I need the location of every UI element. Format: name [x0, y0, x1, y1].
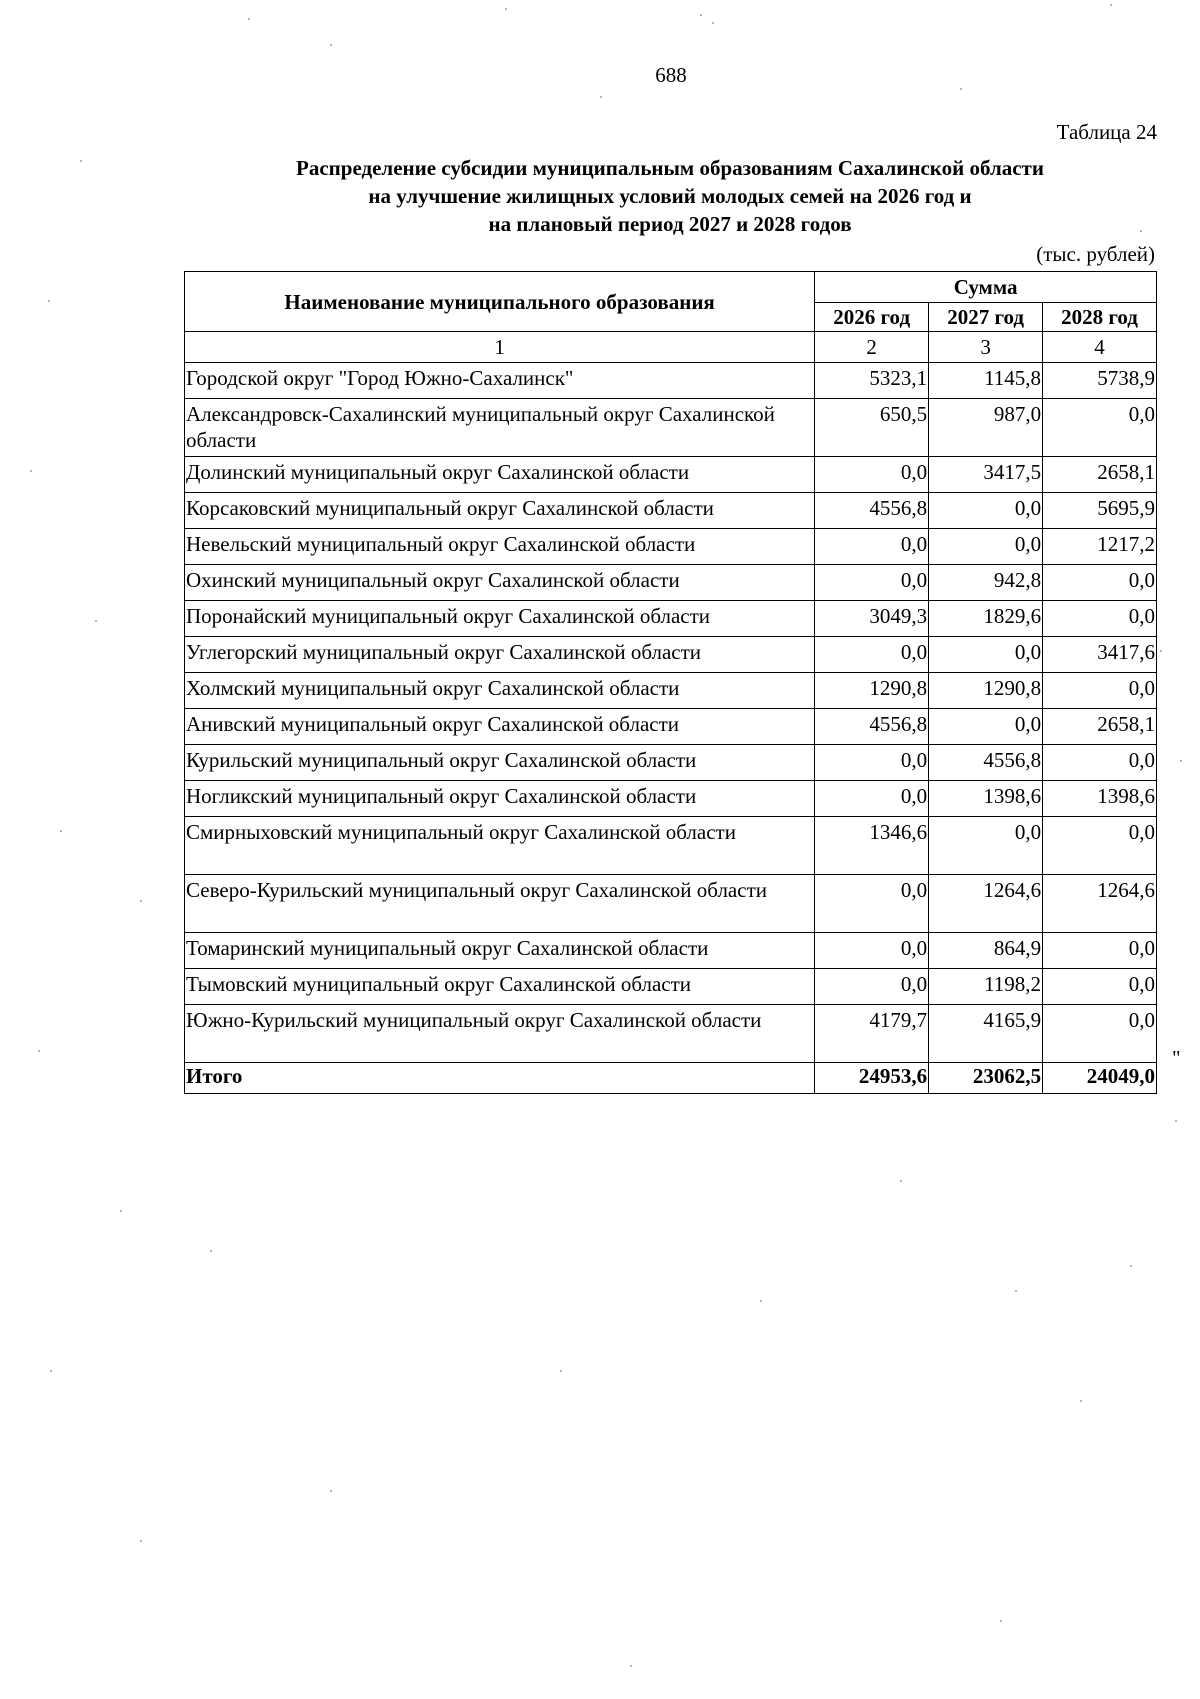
table-label: Таблица 24: [1056, 120, 1157, 144]
value-2028: 0,0: [1043, 1005, 1157, 1063]
scan-speck: [140, 900, 142, 902]
scan-speck: [560, 1370, 562, 1372]
value-2028: 0,0: [1043, 933, 1157, 969]
value-2027: 1264,6: [929, 875, 1043, 933]
value-2026: 4556,8: [815, 493, 929, 529]
value-2026: 0,0: [815, 969, 929, 1005]
scan-speck: [1000, 1620, 1002, 1622]
value-2027: 1198,2: [929, 969, 1043, 1005]
value-2028: 1217,2: [1043, 529, 1157, 565]
column-header-2026: 2026 год: [815, 303, 929, 332]
table-row: [185, 565, 1157, 601]
value-2026: 0,0: [815, 745, 929, 781]
value-2026: 0,0: [815, 875, 929, 933]
value-2028: 0,0: [1043, 565, 1157, 601]
table-row: [185, 457, 1157, 493]
scan-speck: [38, 1050, 40, 1052]
value-2028: 0,0: [1043, 745, 1157, 781]
municipality-name: Углегорский муниципальный округ Сахалинской области: [185, 637, 815, 673]
column-header-2027: 2027 год: [929, 303, 1043, 332]
value-2028: 2658,1: [1043, 457, 1157, 493]
scan-speck: [95, 620, 97, 622]
value-2027: 4165,9: [929, 1005, 1043, 1063]
value-2028: 3417,6: [1043, 637, 1157, 673]
municipality-name: Охинский муниципальный округ Сахалинской области: [185, 565, 815, 601]
value-2026: 1346,6: [815, 817, 929, 875]
value-2028: 1398,6: [1043, 781, 1157, 817]
column-index: 3: [929, 332, 1043, 363]
table-row: [185, 673, 1157, 709]
municipality-name: Ногликский муниципальный округ Сахалинской области: [185, 781, 815, 817]
scan-speck: [1110, 4, 1112, 6]
column-index: 1: [185, 332, 815, 363]
column-header-sum: Сумма: [815, 272, 1157, 303]
scan-speck: [1160, 650, 1162, 652]
municipality-name: Тымовский муниципальный округ Сахалинской области: [185, 969, 815, 1005]
scan-speck: [210, 1250, 212, 1252]
value-2027: 0,0: [929, 529, 1043, 565]
column-index-row: [185, 332, 1157, 363]
table-row: [185, 493, 1157, 529]
value-2026: 4179,7: [815, 1005, 929, 1063]
value-2027: 942,8: [929, 565, 1043, 601]
document-title: [170, 154, 1170, 238]
value-2027: 1145,8: [929, 363, 1043, 399]
scan-speck: [120, 1210, 122, 1212]
scan-speck: [248, 18, 250, 20]
value-2026: 0,0: [815, 933, 929, 969]
municipality-name: Холмский муниципальный округ Сахалинской области: [185, 673, 815, 709]
value-2026: 1290,8: [815, 673, 929, 709]
table-row: [185, 529, 1157, 565]
value-2028: 0,0: [1043, 601, 1157, 637]
scan-speck: [30, 470, 32, 472]
value-2026: 0,0: [815, 457, 929, 493]
total-2027: 23062,5: [929, 1063, 1043, 1094]
subsidy-table: [184, 271, 1157, 1094]
total-row: [185, 1063, 1157, 1094]
municipality-name: Курильский муниципальный округ Сахалинской области: [185, 745, 815, 781]
municipality-name: Долинский муниципальный округ Сахалинской области: [185, 457, 815, 493]
table-row: [185, 399, 1157, 457]
scan-speck: [630, 1665, 632, 1667]
scan-speck: [1080, 1400, 1082, 1402]
closing-quote-mark: ": [1172, 1046, 1181, 1070]
table-row: [185, 1005, 1157, 1063]
scan-speck: [330, 1490, 332, 1492]
column-header-2028: 2028 год: [1043, 303, 1157, 332]
value-2026: 0,0: [815, 781, 929, 817]
value-2027: 1829,6: [929, 601, 1043, 637]
table-body: [185, 363, 1157, 1063]
value-2026: 3049,3: [815, 601, 929, 637]
value-2028: 0,0: [1043, 673, 1157, 709]
municipality-name: Северо-Курильский муниципальный округ Сахалинской области: [185, 875, 815, 933]
value-2026: 0,0: [815, 637, 929, 673]
column-index: 4: [1043, 332, 1157, 363]
value-2027: 0,0: [929, 709, 1043, 745]
total-2028: 24049,0: [1043, 1063, 1157, 1094]
value-2027: 1398,6: [929, 781, 1043, 817]
value-2026: 5323,1: [815, 363, 929, 399]
total-label: Итого: [185, 1063, 815, 1094]
municipality-name: Александровск-Сахалинский муниципальный округ Сахалинской области: [185, 399, 815, 457]
scan-speck: [1015, 1290, 1017, 1292]
table-row: [185, 745, 1157, 781]
column-header-name: Наименование муниципального образования: [185, 272, 815, 332]
scan-speck: [330, 44, 332, 46]
value-2027: 987,0: [929, 399, 1043, 457]
value-2028: 1264,6: [1043, 875, 1157, 933]
scan-speck: [1175, 1120, 1177, 1122]
scan-speck: [60, 830, 62, 832]
value-2028: 5695,9: [1043, 493, 1157, 529]
table-row: [185, 781, 1157, 817]
scan-speck: [712, 22, 714, 24]
value-2026: 4556,8: [815, 709, 929, 745]
table-row: [185, 709, 1157, 745]
scan-speck: [505, 8, 507, 10]
scan-speck: [48, 300, 50, 302]
value-2027: 4556,8: [929, 745, 1043, 781]
title-line: Распределение субсидии муниципальным образованиям Сахалинской области: [296, 156, 1044, 180]
value-2028: 0,0: [1043, 399, 1157, 457]
value-2027: 3417,5: [929, 457, 1043, 493]
value-2027: 0,0: [929, 817, 1043, 875]
value-2027: 0,0: [929, 493, 1043, 529]
title-line: на улучшение жилищных условий молодых семей на 2026 год и: [368, 184, 972, 208]
table-row: [185, 637, 1157, 673]
scan-speck: [1140, 230, 1142, 232]
unit-label: (тыс. рублей): [1036, 242, 1155, 266]
scan-speck: [140, 1540, 142, 1542]
total-2026: 24953,6: [815, 1063, 929, 1094]
value-2028: 2658,1: [1043, 709, 1157, 745]
value-2026: 650,5: [815, 399, 929, 457]
scan-speck: [80, 160, 82, 162]
scan-speck: [600, 96, 602, 98]
municipality-name: Томаринский муниципальный округ Сахалинской области: [185, 933, 815, 969]
municipality-name: Городской округ "Город Южно-Сахалинск": [185, 363, 815, 399]
municipality-name: Южно-Курильский муниципальный округ Сахалинской области: [185, 1005, 815, 1063]
scan-speck: [960, 88, 962, 90]
table-row: [185, 969, 1157, 1005]
table-row: [185, 817, 1157, 875]
value-2028: 0,0: [1043, 817, 1157, 875]
scan-speck: [760, 1300, 762, 1302]
scan-speck: [700, 14, 702, 16]
municipality-name: Поронайский муниципальный округ Сахалинской области: [185, 601, 815, 637]
scan-speck: [1180, 760, 1182, 762]
table-row: [185, 933, 1157, 969]
value-2028: 0,0: [1043, 969, 1157, 1005]
scan-speck: [1130, 1265, 1132, 1267]
page-number: 688: [655, 63, 687, 87]
table-row: [185, 601, 1157, 637]
table-row: [185, 875, 1157, 933]
column-index: 2: [815, 332, 929, 363]
value-2027: 864,9: [929, 933, 1043, 969]
value-2026: 0,0: [815, 529, 929, 565]
value-2028: 5738,9: [1043, 363, 1157, 399]
table-row: [185, 363, 1157, 399]
title-line: на плановый период 2027 и 2028 годов: [488, 212, 852, 236]
value-2027: 0,0: [929, 637, 1043, 673]
municipality-name: Корсаковский муниципальный округ Сахалинской области: [185, 493, 815, 529]
value-2027: 1290,8: [929, 673, 1043, 709]
municipality-name: Невельский муниципальный округ Сахалинской области: [185, 529, 815, 565]
municipality-name: Анивский муниципальный округ Сахалинской области: [185, 709, 815, 745]
municipality-name: Смирныховский муниципальный округ Сахалинской области: [185, 817, 815, 875]
value-2026: 0,0: [815, 565, 929, 601]
scan-speck: [50, 1370, 52, 1372]
header-row: [185, 272, 1157, 303]
scan-speck: [900, 1180, 902, 1182]
